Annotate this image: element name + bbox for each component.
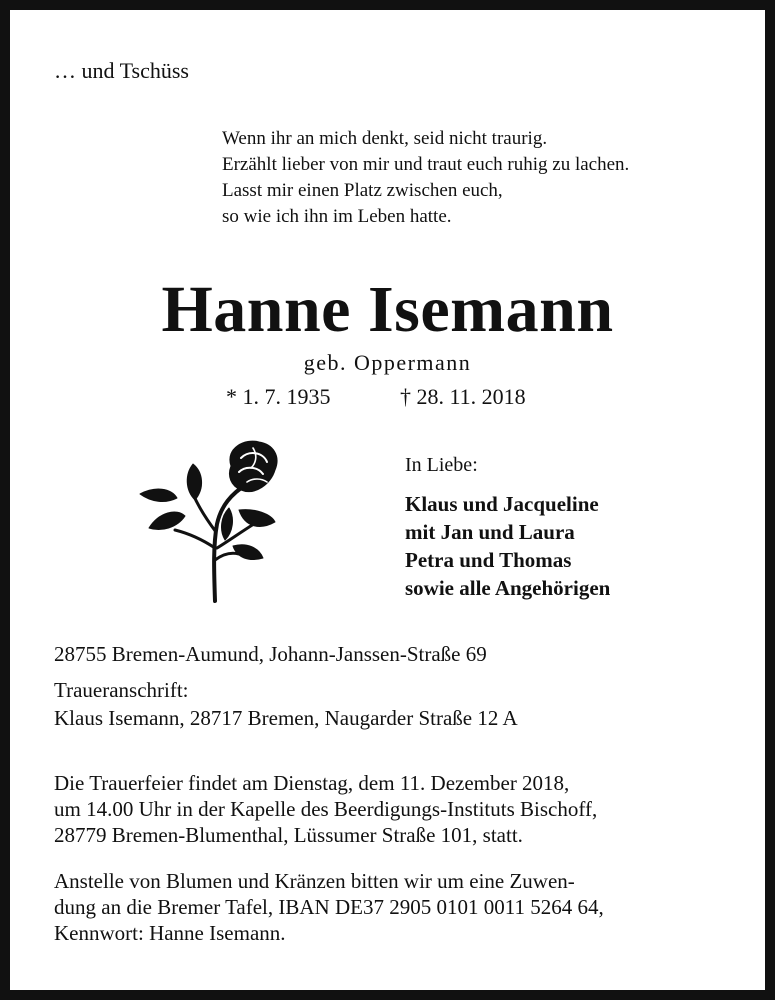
mourning-address: Klaus Isemann, 28717 Bremen, Naugarder Straße 12 A [54,706,518,730]
mourning-address-label: Traueranschrift: [54,678,189,702]
donation-line: Anstelle von Blumen und Kränzen bitten wir um eine Zuwen- [54,869,575,893]
deceased-name: Hanne Isemann [161,273,614,346]
funeral-line: 28779 Bremen-Blumenthal, Lüssumer Straße 101, statt. [54,823,523,847]
mourner-line: Petra und Thomas [405,548,572,572]
maiden-name: geb. Oppermann [303,350,472,375]
in-love-label: In Liebe: [405,454,478,476]
donation-line: dung an die Bremer Tafel, IBAN DE37 2905 0101 0011 5264 64, [54,895,604,919]
mourner-line: sowie alle Angehörigen [405,576,611,600]
birth-date: * 1. 7. 1935 [226,384,331,409]
tagline: … und Tschüss [54,58,189,83]
rose-icon [135,436,285,606]
funeral-info [54,770,718,848]
poem-line: Erzählt lieber von mir und traut euch ruhig zu lachen. [222,154,630,175]
poem-line: so wie ich ihn im Leben hatte. [222,206,452,227]
donation-info [54,868,718,946]
mourner-line: Klaus und Jacqueline [405,492,599,516]
poem-line: Wenn ihr an mich denkt, seid nicht traurig. [222,128,548,149]
death-date: † 28. 11. 2018 [400,384,526,409]
funeral-line: um 14.00 Uhr in der Kapelle des Beerdigungs-Instituts Bischoff, [54,797,598,821]
mourners-list [405,490,610,602]
residence-address: 28755 Bremen-Aumund, Johann-Janssen-Straße 69 [54,642,487,666]
mourner-line: mit Jan und Laura [405,520,575,544]
poem [222,126,629,230]
poem-line: Lasst mir einen Platz zwischen euch, [222,180,503,201]
funeral-line: Die Trauerfeier findet am Dienstag, dem 11. Dezember 2018, [54,771,570,795]
donation-line: Kennwort: Hanne Isemann. [54,921,286,945]
